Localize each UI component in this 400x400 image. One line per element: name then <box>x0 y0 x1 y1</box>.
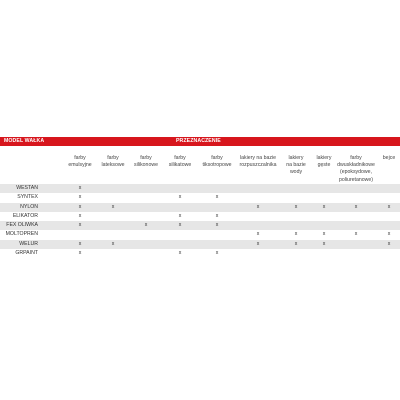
purpose-subheaders <box>0 146 400 184</box>
model-column-header: MODEL WAŁKA <box>4 138 45 144</box>
column-header: farby lateksowe <box>101 155 125 169</box>
row-mark: x <box>78 250 82 257</box>
row-mark: x <box>256 240 260 247</box>
row-mark: x <box>294 231 298 238</box>
row-mark: x <box>178 250 182 257</box>
column-header: lakiery na bazie wody <box>286 155 306 176</box>
row-model-name: FEX OLIWKA <box>6 222 38 229</box>
column-header: farby emulsyjne <box>68 155 92 169</box>
table-row <box>0 221 400 230</box>
row-mark: x <box>256 203 260 210</box>
row-model-name: NYLON <box>20 203 38 210</box>
row-mark: x <box>354 203 358 210</box>
row-model-name: SYNTEX <box>17 194 38 201</box>
table-row <box>0 240 400 249</box>
row-mark: x <box>78 212 82 219</box>
product-table <box>0 137 400 258</box>
row-model-name: MOLTOPREN <box>5 231 38 238</box>
row-mark: x <box>144 222 148 229</box>
row-mark: x <box>178 194 182 201</box>
column-header: bejce <box>382 155 396 161</box>
row-mark: x <box>215 212 219 219</box>
table-row <box>0 230 400 239</box>
row-mark: x <box>387 231 391 238</box>
column-header: lakiery gęste <box>316 155 332 169</box>
row-mark: x <box>78 240 82 247</box>
row-mark: x <box>178 222 182 229</box>
row-mark: x <box>256 231 260 238</box>
row-mark: x <box>294 203 298 210</box>
table-row <box>0 184 400 193</box>
column-header: farby silikonowe <box>134 155 158 169</box>
row-mark: x <box>322 231 326 238</box>
row-model-name: WELUR <box>19 240 38 247</box>
row-mark: x <box>294 240 298 247</box>
purpose-column-header: PRZEZNACZENIE <box>176 138 221 144</box>
column-header: lakiery na bazie rozpuszczalnika <box>239 155 277 169</box>
row-mark: x <box>387 203 391 210</box>
row-mark: x <box>215 222 219 229</box>
table-row <box>0 193 400 202</box>
row-mark: x <box>78 185 82 191</box>
table-header-bar <box>0 137 400 146</box>
row-mark: x <box>215 194 219 201</box>
row-mark: x <box>215 250 219 257</box>
row-mark: x <box>322 240 326 247</box>
table-row <box>0 212 400 221</box>
row-mark: x <box>111 203 115 210</box>
row-mark: x <box>78 194 82 201</box>
column-header: farby dwuskładnikowe (epoksydowe, poliuretanowe) <box>337 155 375 183</box>
table-row <box>0 203 400 212</box>
row-mark: x <box>322 203 326 210</box>
column-header: farby silikatowe <box>168 155 192 169</box>
row-model-name: WESTAN <box>16 185 38 191</box>
row-model-name: GRPAINT <box>15 250 38 257</box>
row-mark: x <box>178 212 182 219</box>
row-mark: x <box>111 240 115 247</box>
table-row <box>0 249 400 258</box>
column-header: farby tiksotropowe <box>202 155 232 169</box>
table-body <box>0 184 400 258</box>
row-mark: x <box>387 240 391 247</box>
row-model-name: ELIKATOR <box>12 212 38 219</box>
row-mark: x <box>78 203 82 210</box>
row-mark: x <box>78 222 82 229</box>
row-mark: x <box>354 231 358 238</box>
